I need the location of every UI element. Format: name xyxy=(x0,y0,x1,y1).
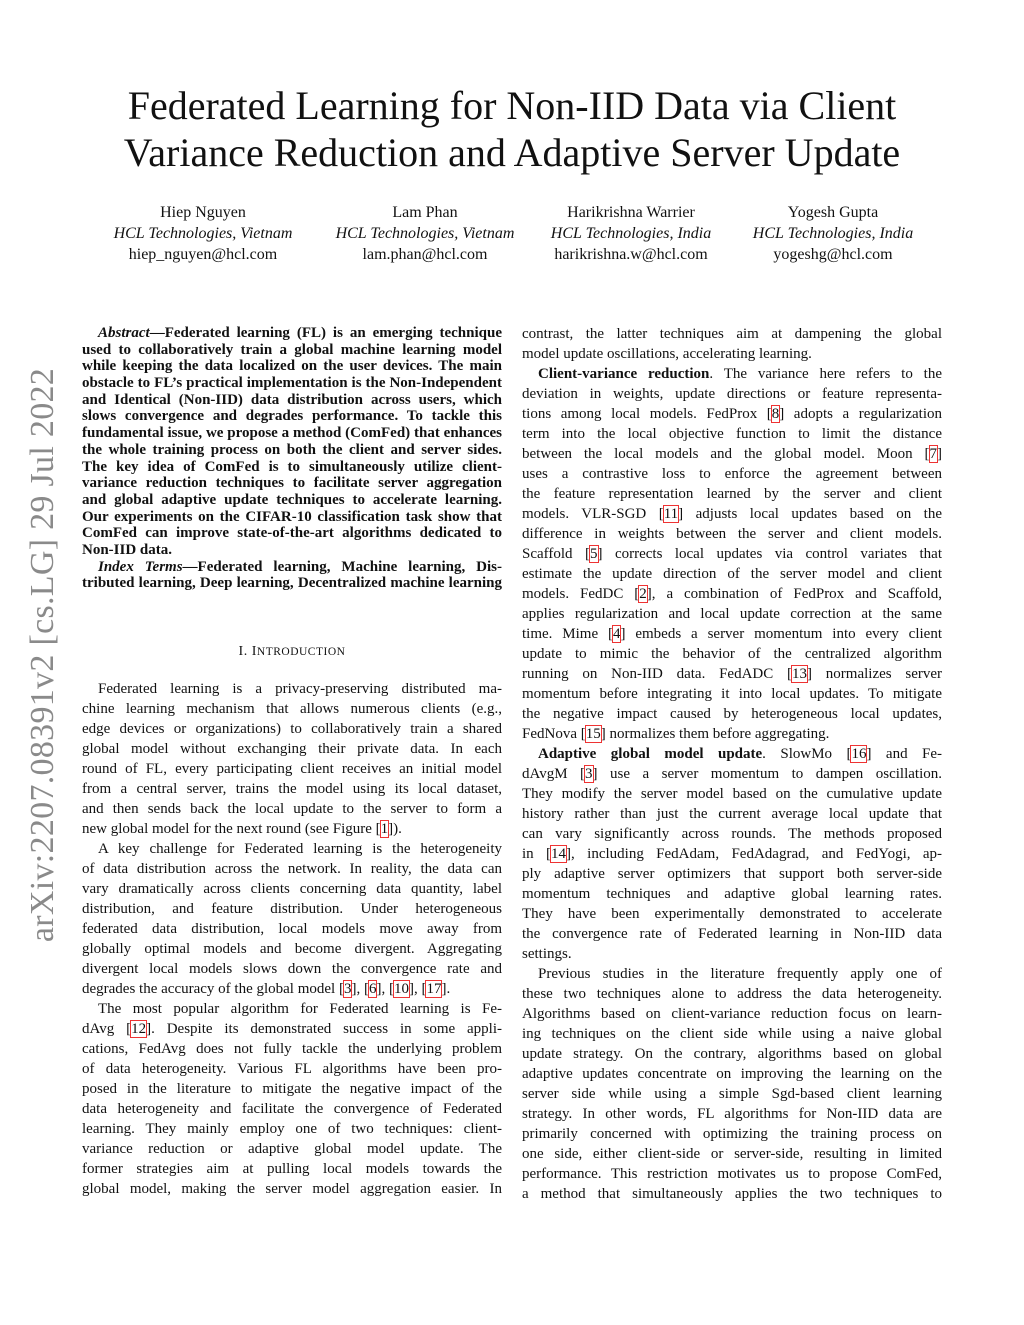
text-line: term into the local objective function to limit the distance xyxy=(522,426,942,442)
paragraph xyxy=(522,324,942,364)
text-line: distribution, and feature distribution. Under heterogeneous xyxy=(82,901,502,917)
text-line: uses a contrastive loss to enforce the agreement between xyxy=(522,466,942,482)
author-affiliation: HCL Technologies, Vietnam xyxy=(335,225,515,242)
italic-label: Index Terms xyxy=(98,558,183,575)
text-line: ing techniques on the client side while using a naive global xyxy=(522,1026,942,1042)
author xyxy=(315,202,535,265)
text-line: Abstract—Federated learning (FL) is an emerging technique xyxy=(98,325,502,341)
text-line: estimate the update direction of the server model and client xyxy=(522,566,942,582)
arxiv-identifier-sidebar[interactable]: arXiv:2207.08391v2 [cs.LG] 29 Jul 2022 xyxy=(24,367,61,943)
citation-link[interactable]: 7 xyxy=(929,446,937,462)
title-line: Variance Reduction and Adaptive Server Update xyxy=(123,130,901,175)
text-line: The most popular algorithm for Federated learning is Fe- xyxy=(98,1001,502,1017)
text-line: FedNova [15] normalizes them before aggregating. xyxy=(522,726,830,742)
author xyxy=(521,202,741,265)
text-line: globally optimal models and become divergent. Aggregating xyxy=(82,941,502,957)
run-in-heading: Client-variance reduction xyxy=(538,366,710,382)
text-line: applies regularization and local update correction at the same xyxy=(522,606,942,622)
text-line: the negative impact caused by heterogeneous local updates, xyxy=(522,706,942,722)
paragraph xyxy=(522,964,942,1204)
italic-label: Abstract xyxy=(98,325,150,341)
paragraph xyxy=(82,999,502,1199)
author-name: Harikrishna Warrier xyxy=(567,204,695,221)
text-line: They have been experimentally demonstrated to accelerate xyxy=(522,906,942,922)
text-line: vary dramatically across clients concerning data quantity, label xyxy=(82,881,502,897)
text-line: Algorithms based on client-variance reduction focus on learn- xyxy=(522,1006,942,1022)
text-line: global model without exchanging their private data. In each xyxy=(82,741,502,757)
section-title-rest: NTRODUCTION xyxy=(256,646,346,658)
section-initial: I xyxy=(251,644,257,659)
text-line: running on Non-IID data. FedADC [13] normalizes server xyxy=(522,666,943,682)
text-line: contrast, the latter techniques aim at dampening the global xyxy=(522,326,942,342)
citation-link[interactable]: 14 xyxy=(551,846,567,862)
citation-link[interactable]: 15 xyxy=(585,726,601,742)
author-email[interactable]: harikrishna.w@hcl.com xyxy=(554,246,708,263)
text-line: edge devices or organizations) to collaboratively train a shared xyxy=(82,721,502,737)
text-line: between the local models and the global model. Moon [7] xyxy=(522,446,942,462)
left-column-body xyxy=(82,679,502,1199)
citation-link[interactable]: 4 xyxy=(612,626,621,642)
text-line: variance reduction techniques to facilitate server aggregation xyxy=(82,475,502,492)
text-line: dAvg [12]. Despite its demonstrated success in some appli- xyxy=(82,1021,502,1037)
text-line: momentum before integrating it into local updates. To mitigate xyxy=(522,686,942,702)
text-line: settings. xyxy=(522,946,572,962)
text-line: tions among local models. FedProx [8] adopts a regularization xyxy=(522,406,942,422)
paragraph xyxy=(82,679,502,839)
author-name: Yogesh Gupta xyxy=(787,204,879,221)
text-line: degrades the accuracy of the global model [3], [6], [10], [17]. xyxy=(82,981,451,997)
citation-link[interactable]: 1 xyxy=(380,821,389,837)
citation-link[interactable]: 3 xyxy=(343,981,352,997)
citation-link[interactable]: 5 xyxy=(590,546,598,562)
text-line: time. Mime [4] embeds a server momentum into every client xyxy=(522,626,942,642)
text-line: variance reduction or adaptive global model update. The xyxy=(82,1141,502,1157)
author-affiliation: HCL Technologies, India xyxy=(752,225,914,242)
author-affiliation: HCL Technologies, Vietnam xyxy=(113,225,293,242)
paragraph xyxy=(82,839,502,999)
text-line: Client-variance reduction. The variance here refers to the xyxy=(538,366,942,382)
text-line: Adaptive global model update. SlowMo [16] and Fe- xyxy=(538,746,943,762)
text-line: history rather than just the current average local update that xyxy=(522,806,942,822)
author-name: Hiep Nguyen xyxy=(160,204,246,221)
run-in-heading: Adaptive global model update xyxy=(538,746,763,762)
text-line: fundamental issue, we propose a method (ComFed) that enhances xyxy=(82,425,502,442)
text-line: the whole training process on both the client and server sides. xyxy=(82,441,502,458)
text-line: data heterogeneity and facilitate the convergence of Federated xyxy=(82,1101,502,1117)
abstract xyxy=(82,325,502,592)
citation-link[interactable]: 2 xyxy=(639,586,647,602)
text-line: from a central server, trains the model using its local dataset, xyxy=(82,781,502,797)
text-line: ply adaptive server optimizers that support both server-side xyxy=(522,866,942,882)
paragraph xyxy=(82,325,502,559)
text-line: update to mimic the behavior of the centralized algorithm xyxy=(522,646,942,662)
text-line: the feature representation learned by the server and client xyxy=(522,486,942,502)
text-line: ComFed can improve state-of-the-art algorithms dedicated to xyxy=(82,525,502,542)
right-column-body xyxy=(522,324,942,1204)
text-line: The key idea of ComFed is to simultaneously utilize client- xyxy=(82,458,502,475)
text-line: server side while using a simple Sgd-based client learning xyxy=(522,1086,942,1102)
text-line: slows convergence and degrades performance. To tackle this xyxy=(82,408,502,425)
text-line: model update oscillations, accelerating learning. xyxy=(522,346,812,362)
section-number: I. xyxy=(238,644,248,659)
text-line: new global model for the next round (see Figure [1]). xyxy=(82,821,402,837)
text-line: models. FedDC [2], a combination of FedProx and Scaffold, xyxy=(522,586,942,602)
text-line: A key challenge for Federated learning is the heterogeneity xyxy=(98,841,502,857)
author xyxy=(723,202,943,265)
text-line: dAvgM [3] use a server momentum to dampen oscillation. xyxy=(522,766,942,782)
author-email[interactable]: lam.phan@hcl.com xyxy=(362,246,488,263)
text-line: update strategy. On the contrary, algorithms based on global xyxy=(522,1046,942,1062)
text-line: and global adaptive update techniques to accelerate learning. xyxy=(82,491,502,508)
text-line: round of FL, every participating client receives an initial model xyxy=(82,761,502,777)
author xyxy=(93,202,313,265)
text-line: cations, FedAvg does not fully tackle the underlying problem xyxy=(82,1041,502,1057)
text-line: momentum techniques and adaptive global learning rates. xyxy=(522,886,942,902)
author-name: Lam Phan xyxy=(392,204,458,221)
text-line: obstacle to FL’s practical implementation is the Non-Independent xyxy=(82,375,502,392)
text-line: can vary significantly across rounds. The methods proposed xyxy=(522,826,942,842)
citation-link[interactable]: 6 xyxy=(368,981,377,997)
author-email[interactable]: hiep_nguyen@hcl.com xyxy=(128,246,278,263)
paragraph xyxy=(522,744,942,964)
text-line: Non-IID data. xyxy=(82,541,173,558)
text-line: former strategies aim at pulling local models towards the xyxy=(82,1161,502,1177)
text-line: Federated learning is a privacy-preserving distributed ma- xyxy=(98,681,502,697)
text-line: divergent local models slows down the convergence rate and xyxy=(82,961,502,977)
text-line: They modify the server model based on the cumulative update xyxy=(522,786,942,802)
text-line: federated data distribution, local models move away from xyxy=(82,921,502,937)
author-email[interactable]: yogeshg@hcl.com xyxy=(773,246,893,263)
text-line: of data distribution across the network. In reality, the data can xyxy=(82,861,502,877)
text-line: these two techniques alone to address the data heterogeneity. xyxy=(522,986,942,1002)
text-line: while keeping the data localized on the user devices. The main xyxy=(82,358,502,375)
citation-link[interactable]: 8 xyxy=(771,406,780,422)
text-line: and then sends back the local update to the server to form a xyxy=(82,801,502,817)
text-line: global model, making the server model aggregation easier. In xyxy=(82,1181,502,1197)
citation-link[interactable]: 12 xyxy=(131,1021,147,1037)
citation-link[interactable]: 11 xyxy=(663,506,679,522)
text-line: the convergence rate of Federated learning in Non-IID data xyxy=(522,926,942,942)
paragraph xyxy=(82,559,502,592)
title-line: Federated Learning for Non-IID Data via Client xyxy=(127,83,897,128)
author-affiliation: HCL Technologies, India xyxy=(550,225,712,242)
text-line: difference in weights between the server and client models. xyxy=(522,526,942,542)
text-line: a method that simultaneously applies the two techniques to xyxy=(522,1186,942,1202)
text-line: Index Terms—Federated learning, Machine learning, Dis- xyxy=(98,558,502,575)
text-line: in [14], including FedAdam, FedAdagrad, and FedYogi, ap- xyxy=(522,846,942,862)
citation-link[interactable]: 16 xyxy=(851,746,867,762)
citation-link[interactable]: 10 xyxy=(393,981,409,997)
citation-link[interactable]: 13 xyxy=(792,666,808,682)
text-line: tributed learning, Deep learning, Decentralized machine learning xyxy=(82,575,502,592)
text-line: and Identical (Non-IID) data distribution across users, which xyxy=(82,391,502,408)
text-line: posed in the literature to mitigate the negative impact of the xyxy=(82,1081,502,1097)
text-line: Scaffold [5] corrects local updates via control variates that xyxy=(522,546,943,562)
citation-link[interactable]: 17 xyxy=(426,981,442,997)
text-line: performance. This restriction motivates us to propose ComFed, xyxy=(522,1166,942,1182)
text-line: of data heterogeneity. Various FL algorithms have been pro- xyxy=(82,1061,502,1077)
text-line: used to collaboratively train a global machine learning model xyxy=(82,341,502,358)
paper-title xyxy=(0,82,1024,176)
text-line: models. VLR-SGD [11] adjusts local updates based on the xyxy=(522,506,942,522)
text-line: strategy. In other words, FL algorithms for Non-IID data are xyxy=(522,1106,942,1122)
text-line: Our experiments on the CIFAR-10 classification task show that xyxy=(82,508,502,525)
text-line: one side, either client-side or server-side, resulting in limited xyxy=(522,1146,942,1162)
citation-link[interactable]: 3 xyxy=(585,766,593,782)
text-line: deviation in weights, update directions or feature representa- xyxy=(522,386,942,402)
text-line: learning. They mainly employ one of two techniques: client- xyxy=(82,1121,502,1137)
text-line: chine learning mechanism that allows numerous clients (e.g., xyxy=(82,701,502,717)
text-line: Previous studies in the literature frequently apply one of xyxy=(538,966,942,982)
text-line: primarily concerned with optimizing the training process on xyxy=(522,1126,942,1142)
paragraph xyxy=(522,364,942,744)
section-heading xyxy=(82,644,502,660)
text-line: adaptive updates concentrate on improving the learning on the xyxy=(522,1066,942,1082)
